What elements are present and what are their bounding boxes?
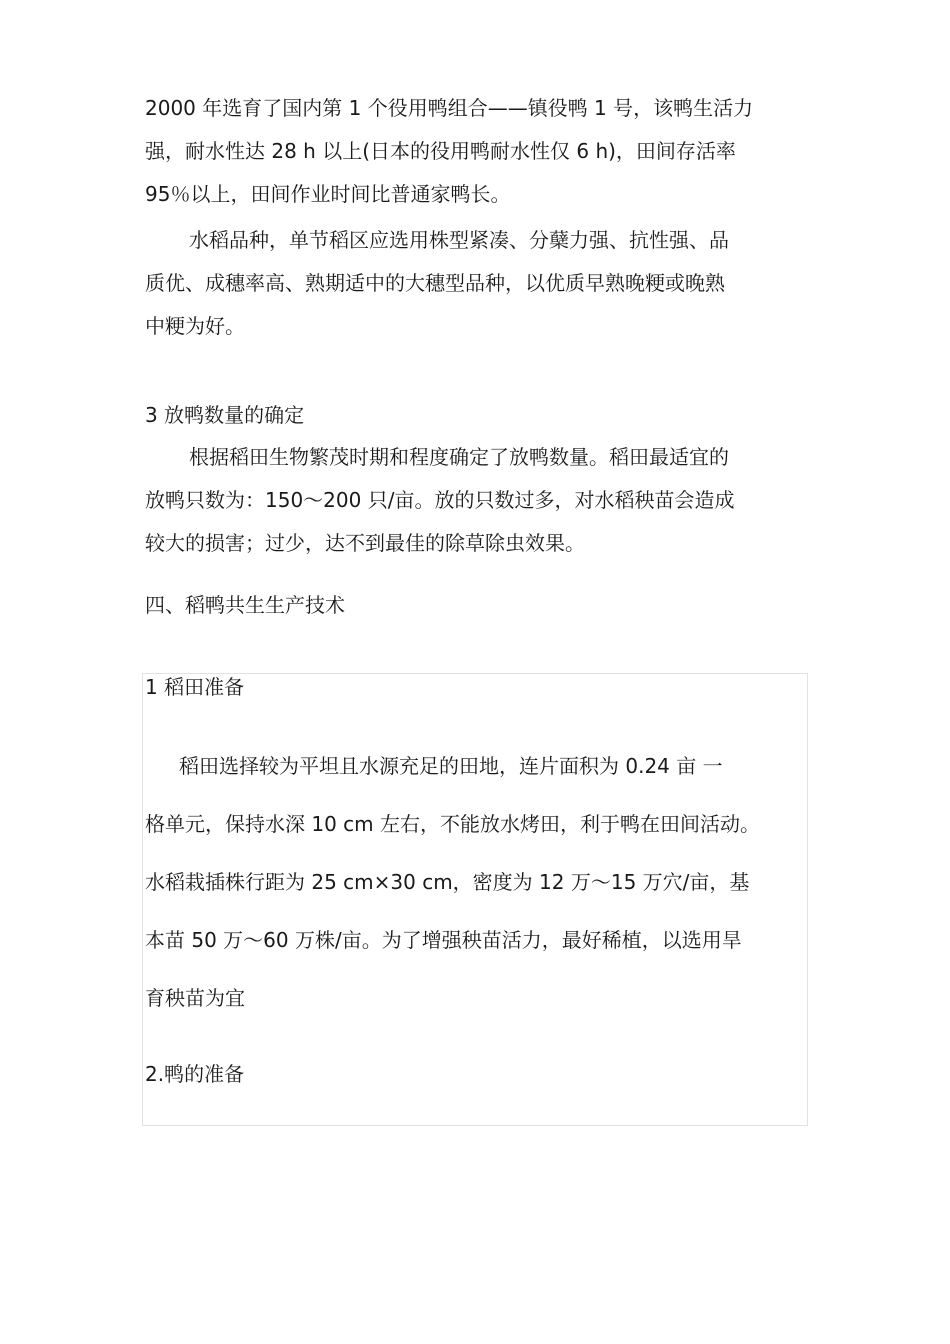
intro-paragraph: [145, 87, 815, 216]
paragraph-line: 2000 年选育了国内第 1 个役用鸭组合——镇役鸭 1 号，该鸭生活力: [145, 96, 754, 120]
paragraph-line: 中粳为好。: [145, 314, 245, 338]
paragraph-line: 95％以上，田间作业时间比普通家鸭长。: [145, 182, 511, 206]
paragraph-line: 稻田选择较为平坦且水源充足的田地，连片面积为 0.24 亩 一: [179, 754, 723, 778]
paragraph-line: 强，耐水性达 28 h 以上(日本的役用鸭耐水性仅 6 h)，田间存活率: [145, 139, 736, 163]
box-paragraph: [145, 737, 815, 1027]
paragraph-line: 质优、成穗率高、熟期适中的大穗型品种，以优质早熟晚粳或晚熟: [145, 271, 725, 295]
paragraph-line: 育秧苗为宜: [145, 986, 245, 1010]
paragraph-line: 根据稻田生物繁茂时期和程度确定了放鸭数量。稻田最适宜的: [189, 445, 729, 469]
box-heading-duck-prep: 2.鸭的准备: [145, 1062, 245, 1086]
content-box: [142, 673, 808, 1126]
paragraph-line: 放鸭只数为：150～200 只/亩。放的只数过多，对水稻秧苗会造成: [145, 488, 735, 512]
paragraph-line: 格单元，保持水深 10 cm 左右，不能放水烤田，利于鸭在田间活动。: [145, 812, 760, 836]
paragraph-line: 水稻品种，单节稻区应选用株型紧凑、分蘖力强、抗性强、品: [189, 228, 729, 252]
box-heading-rice-field: 1 稻田准备: [145, 675, 245, 699]
section-4-heading: 四、稻鸭共生生产技术: [145, 593, 345, 617]
paragraph-line: 水稻栽插株行距为 25 cm×30 cm，密度为 12 万～15 万穴/亩，基: [145, 870, 750, 894]
paragraph-line: 本苗 50 万～60 万株/亩。为了增强秧苗活力，最好稀植，以选用旱: [145, 928, 742, 952]
section-3-heading: 3 放鸭数量的确定: [145, 403, 305, 427]
paragraph-line: 较大的损害；过少，达不到最佳的除草除虫效果。: [145, 531, 585, 555]
section-3-paragraph: [145, 436, 815, 565]
rice-variety-paragraph: [145, 219, 815, 348]
